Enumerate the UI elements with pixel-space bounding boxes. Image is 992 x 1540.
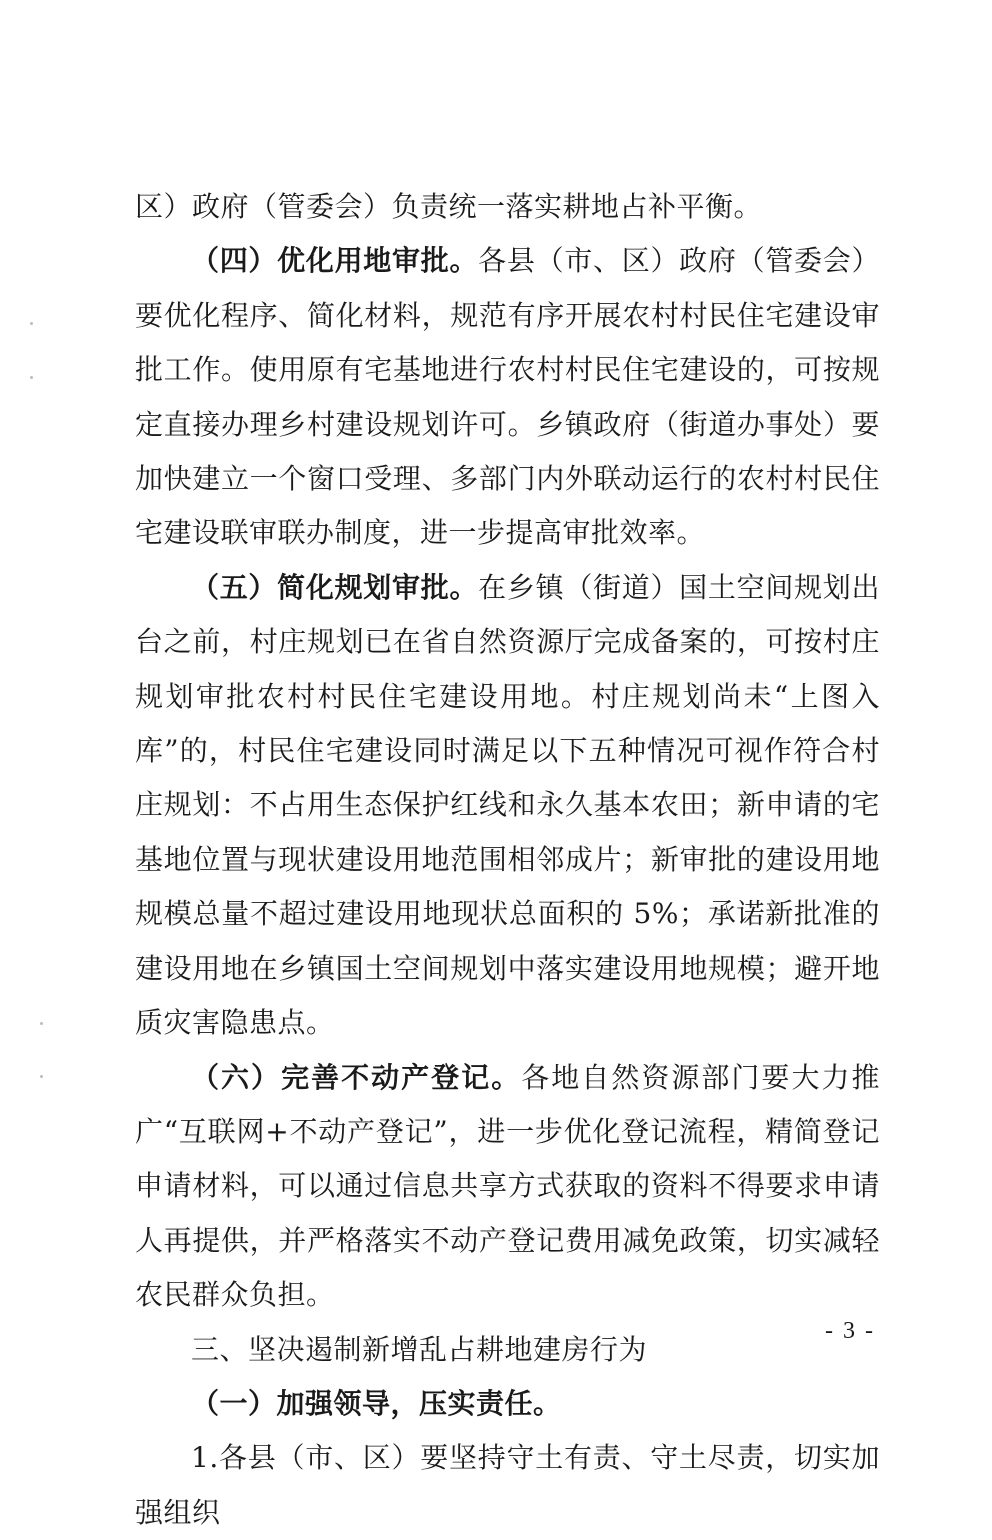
subsection-heading <box>135 1377 880 1431</box>
paragraph-simplify-planning <box>135 561 880 1051</box>
chapter-heading <box>135 1323 880 1377</box>
section-heading: （四）优化用地审批。 <box>191 244 479 278</box>
paragraph-text: 1.各县（市、区）要坚持守土有责、守土尽责，切实加强组织 <box>135 1441 880 1529</box>
paragraph-text: 区）政府（管委会）负责统一落实耕地占补平衡。 <box>135 190 763 223</box>
section-heading: （一）加强领导，压实责任。 <box>191 1386 562 1420</box>
scan-speck <box>30 322 33 325</box>
paragraph-text: 三、坚决遏制新增乱占耕地建房行为 <box>191 1332 648 1366</box>
paragraph-property-registration <box>135 1051 880 1323</box>
scan-speck <box>40 1022 43 1025</box>
paragraph-text: 各县（市、区）政府（管委会）要优化程序、简化材料，规范有序开展农村村民住宅建设审批工作。使用原有宅基地进行农村村民住宅建设的，可按规定直接办理乡村建设规划许可。乡镇政府（街道办事处）要加快建立一个窗口受理、多部门内外联动运行的农村村民住宅建设联审联办制度，进一步提高审批效率。 <box>135 244 880 550</box>
paragraph-continued <box>135 180 880 234</box>
body-text <box>135 180 880 1540</box>
scan-speck <box>30 376 33 379</box>
paragraph-text: 在乡镇（街道）国土空间规划出台之前，村庄规划已在省自然资源厅完成备案的，可按村庄规划审批农村村民住宅建设用地。村庄规划尚未“上图入库”的，村民住宅建设同时满足以下五种情况可视作符合村庄规划：不占用生态保护红线和永久基本农田；新申请的宅基地位置与现状建设用地范围相邻成片；新审批的建设用地规模总量不超过建设用地现状总面积的 5%；承诺新批准的建设用地在乡镇国土空间规划中落实建设用地规模；避开地质灾害隐患点。 <box>135 570 880 1040</box>
paragraph-text: 各地自然资源部门要大力推广“互联网+不动产登记”，进一步优化登记流程，精简登记申请材料，可以通过信息共享方式获取的资料不得要求申请人再提供，并严格落实不动产登记费用减免政策，切实减轻农民群众负担。 <box>135 1060 880 1312</box>
section-heading: （六）完善不动产登记。 <box>191 1060 522 1094</box>
page-number: - 3 - <box>825 1318 875 1344</box>
section-heading: （五）简化规划审批。 <box>191 570 479 604</box>
paragraph-item-1 <box>135 1431 880 1540</box>
paragraph-optimize-approval <box>135 234 880 560</box>
scan-speck <box>40 1075 43 1078</box>
